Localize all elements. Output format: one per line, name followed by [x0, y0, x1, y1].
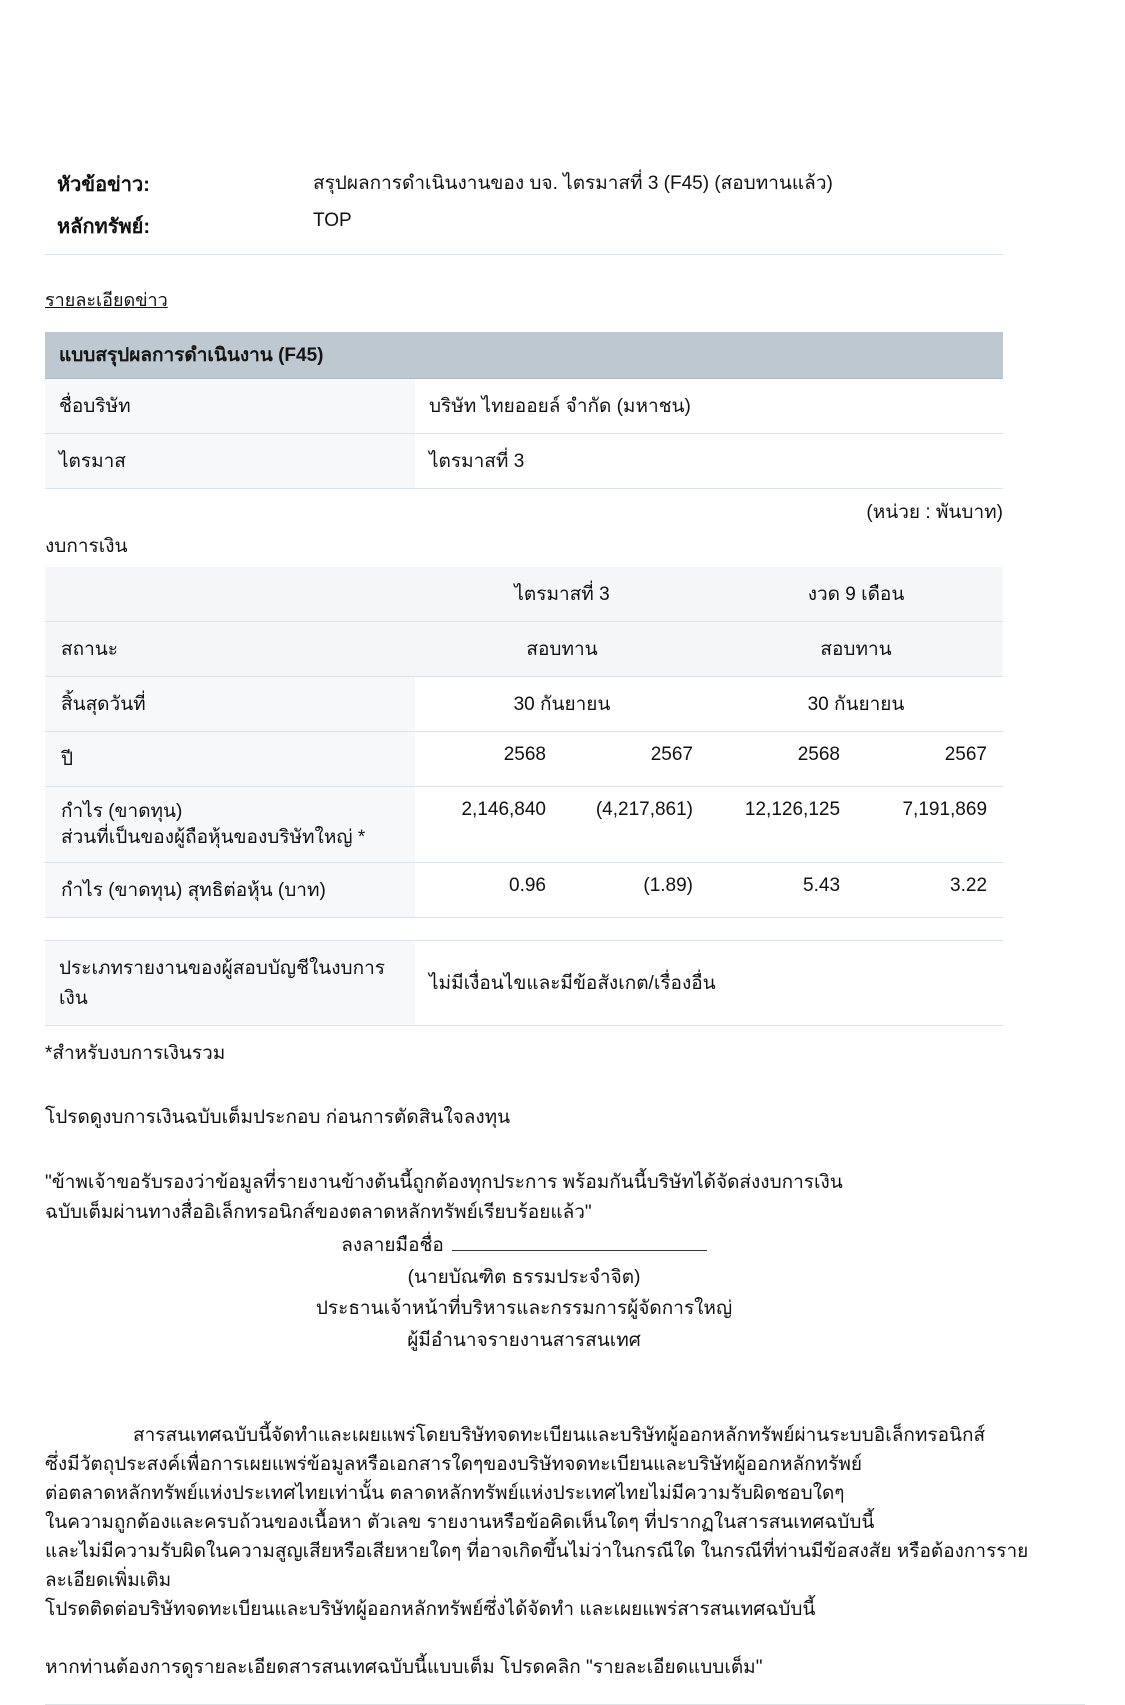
investment-advice-note: โปรดดูงบการเงินฉบับเต็มประกอบ ก่อนการตัดสินใจลงทุน — [45, 1107, 511, 1129]
f45-table-title: แบบสรุปผลการดำเนินงาน (F45) — [45, 332, 1003, 379]
disclaimer-line: ต่อตลาดหลักทรัพย์แห่งประเทศไทยเท่านั้น ตลาดหลักทรัพย์แห่งประเทศไทยไม่มีความรับผิดชอบใดๆ — [45, 1482, 845, 1504]
quarter-value: ไตรมาสที่ 3 — [415, 434, 1003, 489]
company-name-value: บริษัท ไทยออยล์ จำกัด (มหาชน) — [415, 379, 1003, 434]
profit-label-line1: กำไร (ขาดทุน) — [61, 801, 183, 822]
signature-label: ลงลายมือชื่อ — [341, 1235, 444, 1257]
disclaimer-line: และไม่มีความรับผิดในความสูญเสียหรือเสียหายใดๆ ที่อาจเกิดขึ้นไม่ว่าในกรณีใด ในกรณีที่ท่านมีข้อสงสัย หรือต้องการรายละเอียดเพิ่มเติม — [45, 1540, 1029, 1591]
f45-title-row — [45, 332, 1003, 379]
eps-value: (1.89) — [562, 863, 709, 918]
disclaimer-paragraph — [45, 1421, 1085, 1624]
year-value: 2567 — [856, 732, 1003, 787]
profit-value: 2,146,840 — [415, 787, 562, 863]
eps-row — [45, 863, 1003, 918]
period-9m-header: งวด 9 เดือน — [709, 567, 1003, 622]
ending-date-label: สิ้นสุดวันที่ — [45, 677, 415, 732]
disclaimer-line: โปรดติดต่อบริษัทจดทะเบียนและบริษัทผู้ออกหลักทรัพย์ซึ่งได้จัดทำ และเผยแพร่สารสนเทศฉบับนี้ — [45, 1598, 816, 1620]
profit-label-line2: ส่วนที่เป็นของผู้ถือหุ้นของบริษัทใหญ่ * — [61, 826, 366, 848]
financial-statement-label: งบการเงิน — [45, 536, 128, 557]
year-value: 2567 — [562, 732, 709, 787]
year-label: ปี — [45, 732, 415, 787]
signer-authority: ผู้มีอำนาจรายงานสารสนเทศ — [407, 1329, 641, 1351]
header-divider — [45, 254, 1003, 255]
signer-name: (นายบัณฑิต ธรรมประจำจิต) — [407, 1266, 641, 1288]
news-topic-value: สรุปผลการดำเนินงานของ บจ. ไตรมาสที่ 3 (F45) (สอบทานแล้ว) — [313, 173, 833, 194]
eps-value: 3.22 — [856, 863, 1003, 918]
signer-title: ประธานเจ้าหน้าที่บริหารและกรรมการผู้จัดการใหญ่ — [315, 1298, 733, 1320]
year-row — [45, 732, 1003, 787]
auditor-report-row — [45, 941, 1003, 1026]
unit-note: (หน่วย : พันบาท) — [866, 502, 1003, 523]
profit-value: 7,191,869 — [856, 787, 1003, 863]
security-label: หลักทรัพย์: — [57, 216, 151, 238]
f45-summary-table — [45, 332, 1003, 489]
year-value: 2568 — [415, 732, 562, 787]
eps-value: 5.43 — [709, 863, 856, 918]
certification-statement — [45, 1168, 1080, 1227]
year-value: 2568 — [709, 732, 856, 787]
news-details-link[interactable]: รายละเอียดข่าว — [45, 290, 168, 310]
certification-line: ฉบับเต็มผ่านทางสื่ออิเล็กทรอนิกส์ของตลาดหลักทรัพย์เรียบร้อยแล้ว" — [45, 1201, 592, 1223]
status-q3-value: สอบทาน — [415, 622, 709, 677]
period-header-row — [45, 567, 1003, 622]
full-detail-note: หากท่านต้องการดูรายละเอียดสารสนเทศฉบับนี้แบบเต็ม โปรดคลิก "รายละเอียดแบบเต็ม" — [45, 1656, 763, 1678]
news-header — [45, 168, 1080, 242]
auditor-report-label: ประเภทรายงานของผู้สอบบัญชีในงบการเงิน — [45, 941, 415, 1026]
status-9m-value: สอบทาน — [709, 622, 1003, 677]
ending-date-row — [45, 677, 1003, 732]
profit-label — [45, 787, 415, 863]
table-row — [45, 434, 1003, 489]
disclaimer-line: สารสนเทศฉบับนี้จัดทำและเผยแพร่โดยบริษัทจดทะเบียนและบริษัทผู้ออกหลักทรัพย์ผ่านระบบอิเล็กทรอนิกส์ — [133, 1424, 986, 1446]
eps-label: กำไร (ขาดทุน) สุทธิต่อหุ้น (บาท) — [45, 863, 415, 918]
empty-cell — [45, 567, 415, 622]
security-row — [57, 210, 1080, 242]
security-symbol: TOP — [313, 210, 352, 231]
company-name-label: ชื่อบริษัท — [45, 379, 415, 434]
signature-blank-line — [452, 1233, 707, 1251]
ending-date-q3-value: 30 กันยายน — [415, 677, 709, 732]
profit-row — [45, 787, 1003, 863]
news-topic-label: หัวข้อข่าว: — [57, 174, 150, 196]
disclaimer-line: ในความถูกต้องและครบถ้วนของเนื้อหา ตัวเลข รายงานหรือข้อคิดเห็นใดๆ ที่ปรากฏในสารสนเทศฉบับนี้ — [45, 1511, 875, 1533]
table-row — [45, 379, 1003, 434]
news-topic-row — [57, 168, 1080, 200]
profit-value: (4,217,861) — [562, 787, 709, 863]
status-row — [45, 622, 1003, 677]
eps-value: 0.96 — [415, 863, 562, 918]
ending-date-9m-value: 30 กันยายน — [709, 677, 1003, 732]
signature-block — [45, 1233, 1003, 1354]
bottom-divider — [45, 1704, 1085, 1705]
profit-value: 12,126,125 — [709, 787, 856, 863]
period-q3-header: ไตรมาสที่ 3 — [415, 567, 709, 622]
auditor-report-table — [45, 940, 1003, 1026]
auditor-report-value: ไม่มีเงื่อนไขและมีข้อสังเกต/เรื่องอื่น — [415, 941, 1003, 1026]
financial-table — [45, 567, 1003, 918]
disclaimer-line: ซึ่งมีวัตถุประสงค์เพื่อการเผยแพร่ข้อมูลหรือเอกสารใดๆของบริษัทจดทะเบียนและบริษัทผู้ออกหลักทรัพย์ — [45, 1453, 863, 1475]
signature-line-row — [45, 1233, 1003, 1260]
quarter-label: ไตรมาส — [45, 434, 415, 489]
status-label: สถานะ — [45, 622, 415, 677]
certification-line: "ข้าพเจ้าขอรับรองว่าข้อมูลที่รายงานข้างต้นนี้ถูกต้องทุกประการ พร้อมกันนี้บริษัทได้จัดส่งงบการเงิน — [45, 1172, 843, 1194]
consolidated-footnote: *สำหรับงบการเงินรวม — [45, 1043, 226, 1065]
